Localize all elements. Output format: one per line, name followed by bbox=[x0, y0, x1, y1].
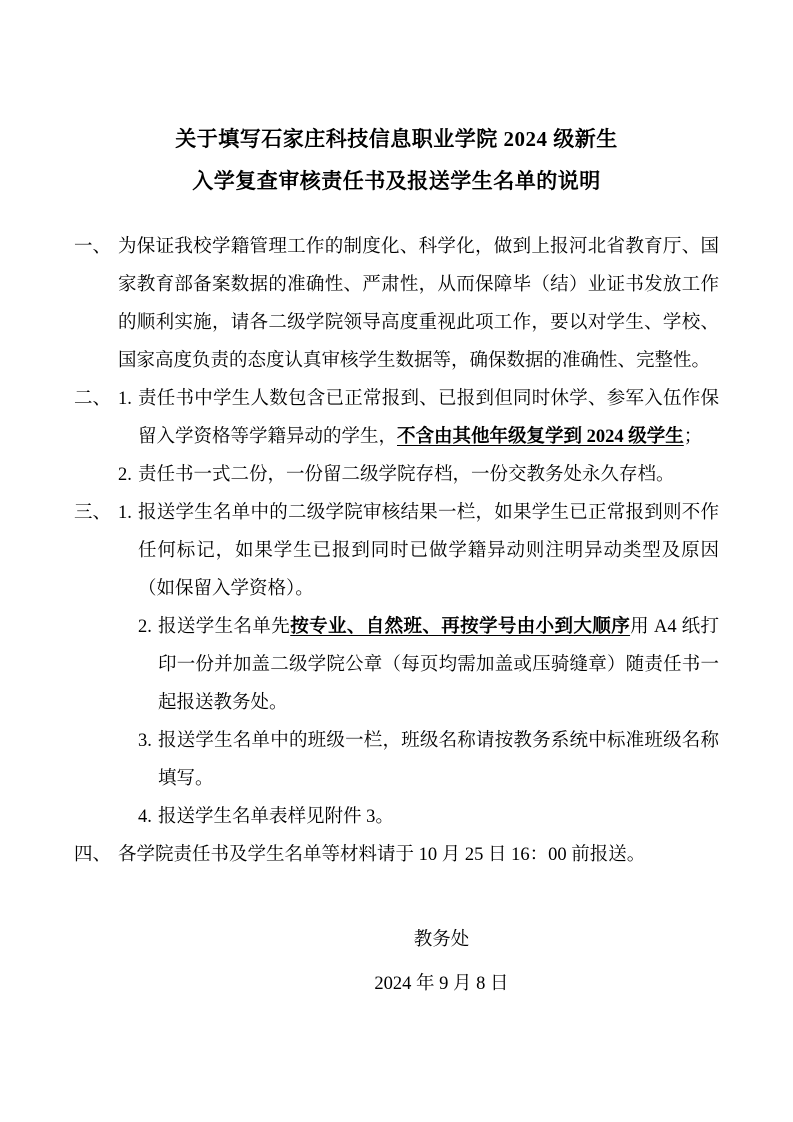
section-2-marker: 二、 bbox=[74, 389, 112, 409]
section-3-item-3-number: 3. bbox=[138, 731, 152, 751]
section-2-item-1-pre: 责任书中学生人数包含已正常报到、已报到但同时休学、参军入伍作保留入学资格等学籍异动的学生， bbox=[138, 389, 719, 447]
signature-date: 2024 年 9 月 8 日 bbox=[374, 974, 509, 994]
title-line-2: 入学复查审核责任书及报送学生名单的说明 bbox=[192, 169, 601, 193]
document-title bbox=[74, 118, 719, 202]
section-3 bbox=[74, 494, 719, 836]
section-4 bbox=[74, 836, 719, 874]
section-3-item-2-text bbox=[158, 608, 719, 722]
section-3-item-4-number: 4. bbox=[138, 807, 152, 827]
section-3-item-3-text: 报送学生名单中的班级一栏，班级名称请按教务系统中标准班级名称填写。 bbox=[158, 731, 719, 789]
section-3-item-2 bbox=[138, 608, 719, 722]
title-line-1: 关于填写石家庄科技信息职业学院 2024 级新生 bbox=[175, 127, 618, 151]
section-3-item-2-pre: 报送学生名单先 bbox=[158, 617, 291, 637]
section-3-item-1 bbox=[118, 494, 719, 608]
section-1-marker: 一、 bbox=[74, 237, 112, 257]
section-1-text: 为保证我校学籍管理工作的制度化、科学化，做到上报河北省教育厅、国家教育部备案数据的准确性、严肃性，从而保障毕（结）业证书发放工作的顺利实施，请各二级学院领导高度重视此项工作，要以对学生、学校、国家高度负责的态度认真审核学生数据等，确保数据的准确性、完整性。 bbox=[118, 237, 719, 371]
section-3-item-2-number: 2. bbox=[138, 617, 152, 637]
section-4-marker: 四、 bbox=[74, 845, 112, 865]
section-3-item-4 bbox=[138, 798, 719, 836]
section-3-item-4-text: 报送学生名单表样见附件 3。 bbox=[158, 807, 394, 827]
section-2-item-2 bbox=[118, 456, 719, 494]
signature-department: 教务处 bbox=[413, 930, 470, 950]
section-2-item-1-emphasis: 不含由其他年级复学到 2024 级学生 bbox=[397, 427, 684, 447]
section-3-marker: 三、 bbox=[74, 503, 112, 523]
section-3-item-2-post: 用 A4 纸打印一份并加盖二级学院公章（每页均需加盖或压骑缝章）随责任书一起报送教务处。 bbox=[158, 617, 719, 713]
section-2-item-1-number: 1. bbox=[118, 389, 132, 409]
section-3-item-1-number: 1. bbox=[118, 503, 132, 523]
section-2 bbox=[74, 380, 719, 494]
section-2-item-2-number: 2. bbox=[118, 465, 132, 485]
section-3-item-3 bbox=[138, 722, 719, 798]
section-3-item-1-text: 报送学生名单中的二级学院审核结果一栏，如果学生已正常报到则不作任何标记，如果学生已报到同时已做学籍异动则注明异动类型及原因（如保留入学资格）。 bbox=[138, 503, 719, 599]
section-3-item-2-emphasis: 按专业、自然班、再按学号由小到大顺序 bbox=[290, 617, 631, 637]
section-1 bbox=[74, 228, 719, 380]
section-2-item-1-post: ； bbox=[683, 427, 703, 447]
signature-block bbox=[74, 918, 719, 1006]
section-2-item-2-text: 责任书一式二份，一份留二级学院存档，一份交教务处永久存档。 bbox=[138, 465, 675, 485]
section-2-item-1 bbox=[118, 380, 719, 456]
section-4-text: 各学院责任书及学生名单等材料请于 10 月 25 日 16：00 前报送。 bbox=[118, 845, 646, 865]
section-2-item-1-text bbox=[138, 380, 719, 456]
